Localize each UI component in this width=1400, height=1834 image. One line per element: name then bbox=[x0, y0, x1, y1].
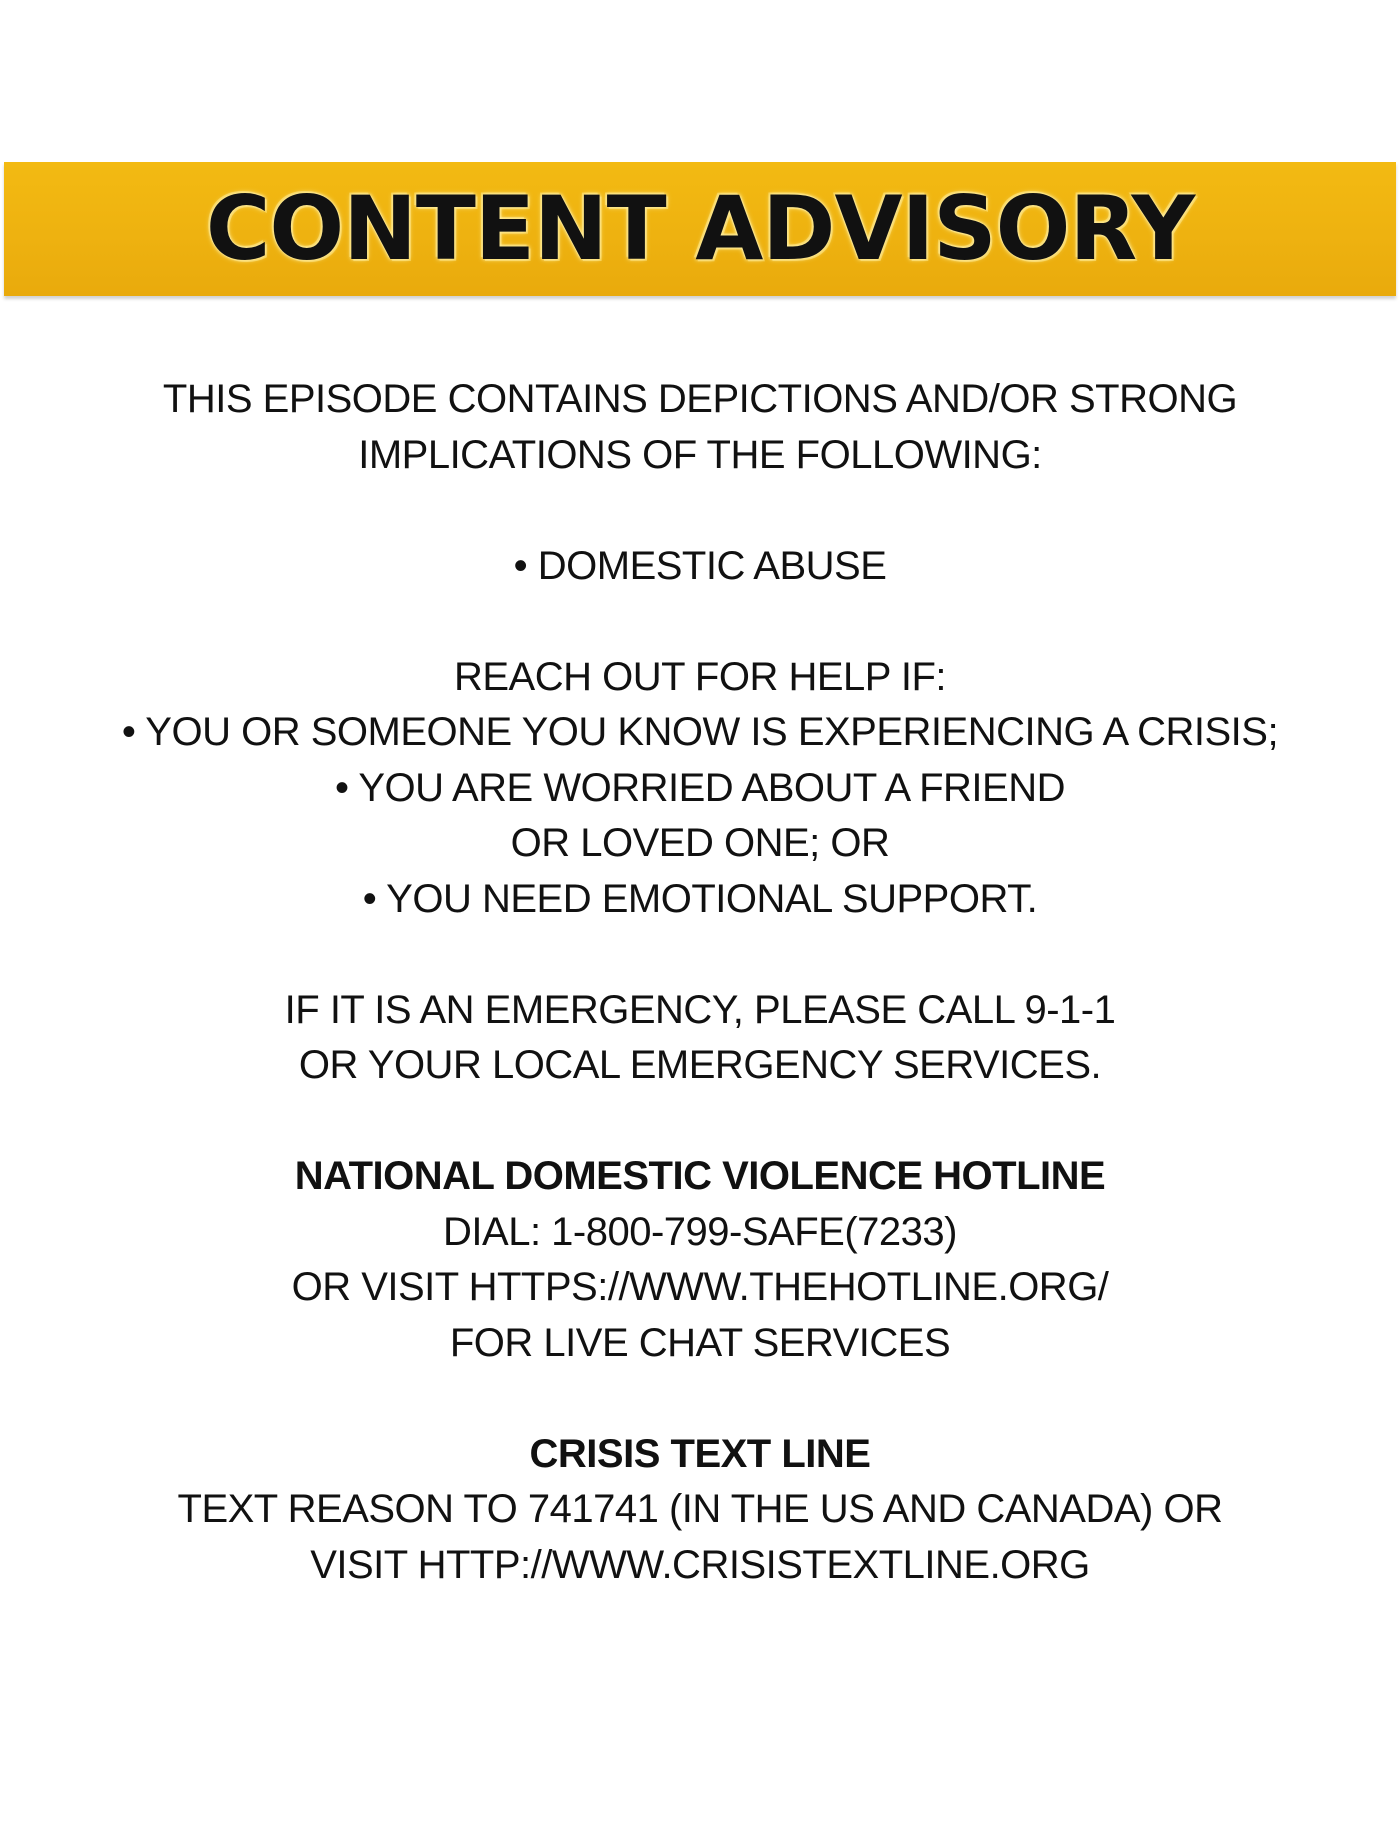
spacer bbox=[0, 1371, 1400, 1427]
spacer bbox=[0, 483, 1400, 539]
help-item-support: • YOU NEED EMOTIONAL SUPPORT. bbox=[362, 876, 1038, 921]
emergency-line-2: OR YOUR LOCAL EMERGENCY SERVICES. bbox=[298, 1043, 1102, 1087]
help-item-crisis: • YOU OR SOMEONE YOU KNOW IS EXPERIENCING A CRISIS; bbox=[121, 710, 1279, 754]
crisis-text-line-1: TEXT REASON TO 741741 (IN THE US AND CANADA) OR bbox=[177, 1487, 1223, 1531]
hotline-visit: OR VISIT HTTPS://WWW.THEHOTLINE.ORG/ bbox=[291, 1265, 1109, 1309]
advisory-content bbox=[0, 372, 1400, 1593]
help-heading: REACH OUT FOR HELP IF: bbox=[453, 654, 947, 699]
spacer bbox=[0, 594, 1400, 650]
help-item-worried-line-2: OR LOVED ONE; OR bbox=[510, 821, 890, 865]
crisis-text-line-2: VISIT HTTP://WWW.CRISISTEXTLINE.ORG bbox=[310, 1542, 1090, 1587]
topic-item-domestic-abuse: • DOMESTIC ABUSE bbox=[513, 543, 887, 588]
hotline-chat: FOR LIVE CHAT SERVICES bbox=[449, 1320, 951, 1365]
intro-line-2: IMPLICATIONS OF THE FOLLOWING: bbox=[358, 432, 1042, 477]
help-item-worried-line-1: • YOU ARE WORRIED ABOUT A FRIEND bbox=[334, 765, 1065, 810]
crisis-text-name: CRISIS TEXT LINE bbox=[529, 1431, 871, 1476]
spacer bbox=[0, 927, 1400, 983]
emergency-line-1: IF IT IS AN EMERGENCY, PLEASE CALL 9-1-1 bbox=[284, 987, 1116, 1032]
banner-title: CONTENT ADVISORY bbox=[205, 177, 1195, 280]
spacer bbox=[0, 1094, 1400, 1150]
advisory-banner bbox=[4, 162, 1396, 296]
hotline-name: NATIONAL DOMESTIC VIOLENCE HOTLINE bbox=[294, 1154, 1106, 1198]
hotline-dial: DIAL: 1-800-799-SAFE(7233) bbox=[443, 1209, 957, 1254]
intro-line-1: THIS EPISODE CONTAINS DEPICTIONS AND/OR STRONG bbox=[162, 377, 1238, 421]
